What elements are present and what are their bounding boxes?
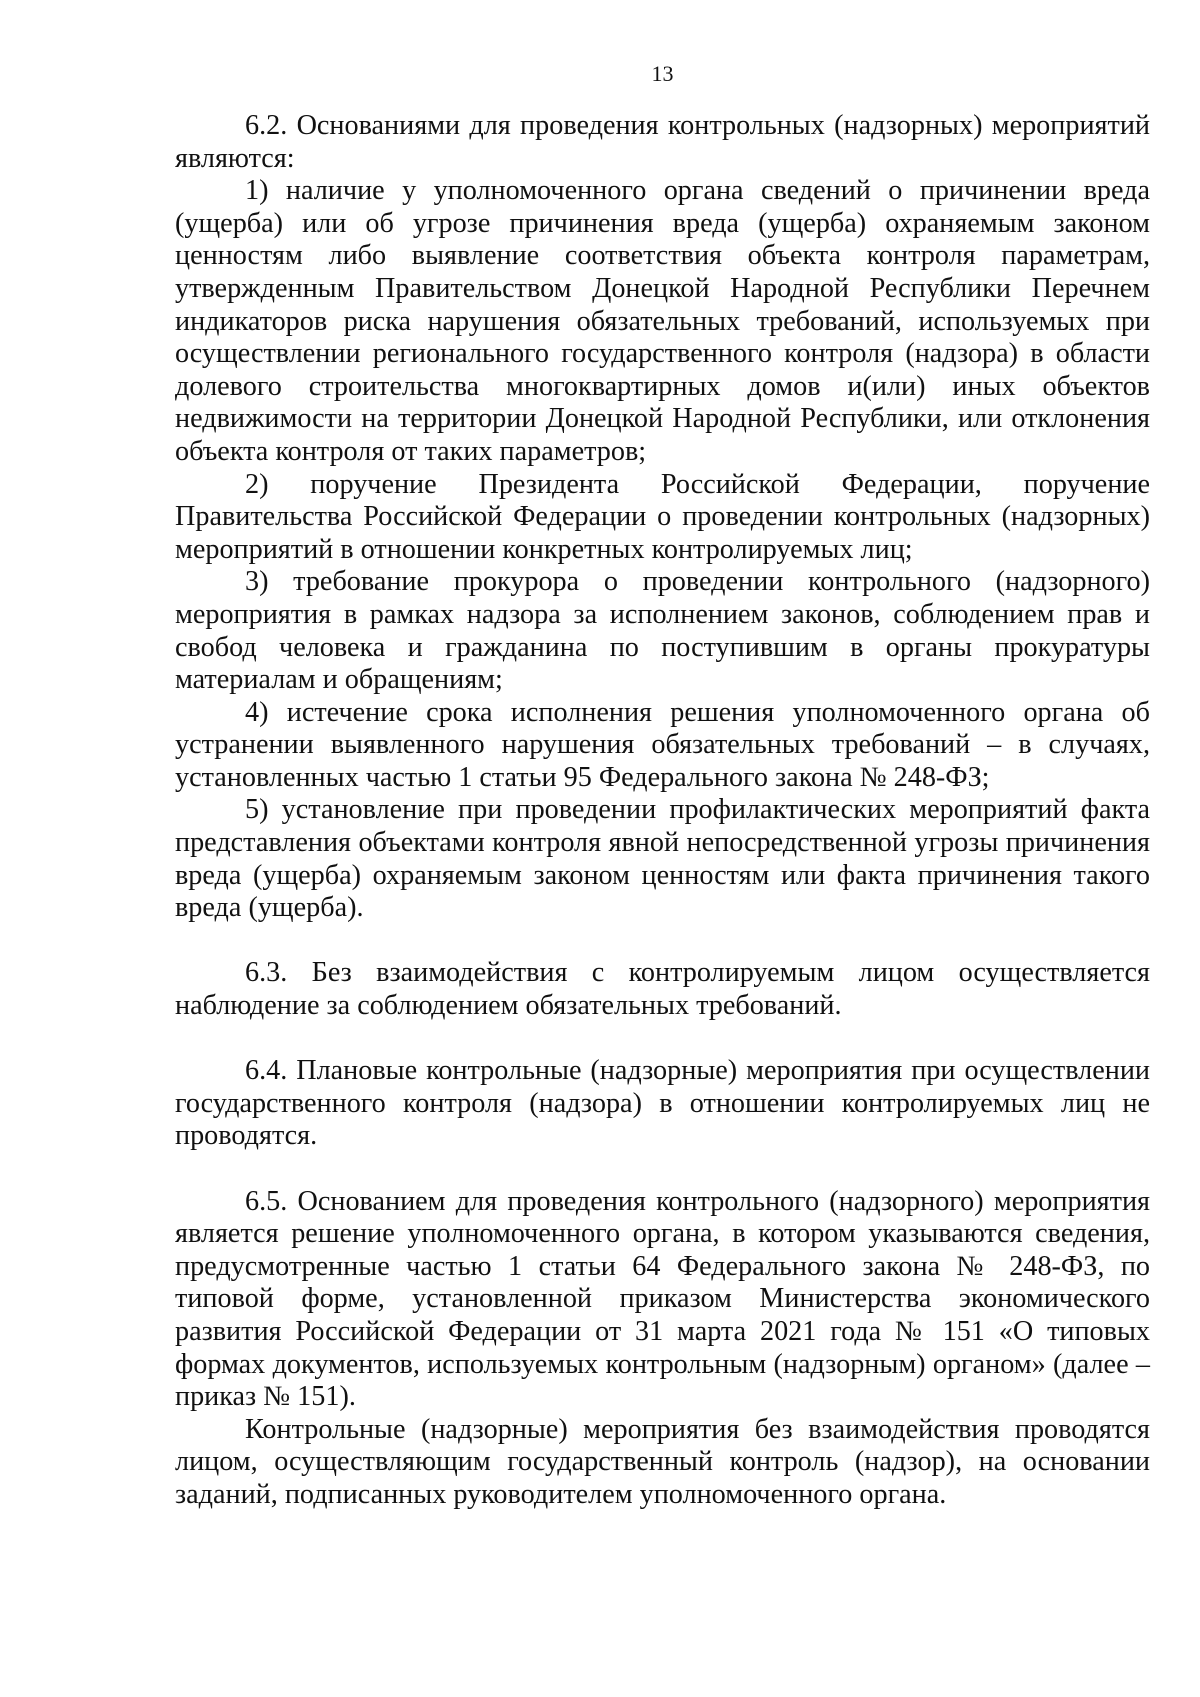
list-item-5: 5) установление при проведении профилактических мероприятий факта представления объектами контроля явной непосредственной угрозы причинения вреда (ущерба) охраняемым законом ценностям или факта причинения такого вреда (ущерба). (175, 794, 1150, 924)
list-item-2: 2) поручение Президента Российской Федерации, поручение Правительства Российской Федерации о проведении контрольных (надзорных) мероприятий в отношении конкретных контролируемых лиц; (175, 468, 1150, 565)
page-number: 13 (651, 61, 674, 86)
list-item-1: 1) наличие у уполномоченного органа сведений о причинении вреда (ущерба) или об угрозе причинения вреда (ущерба) охраняемым законом ценностям либо выявление соответствия объекта контроля параметрам, утвержденным Правительством Донецкой Народной Республики Перечнем индикаторов риска нарушения обязательных требований, используемых при осуществлении регионального государственного контроля (надзора) в области долевого строительства многоквартирных домов и(или) иных объектов недвижимости на территории Донецкой Народной Республики, или отклонения объекта контроля от таких параметров; (175, 175, 1150, 467)
paragraph-6-5: 6.5. Основанием для проведения контрольного (надзорного) мероприятия является решение уполномоченного органа, в котором указываются сведения, предусмотренные частью 1 статьи 64 Федерального закона № 248-ФЗ, по типовой форме, установленной приказом Министерства экономического развития Российской Федерации от 31 марта 2021 года № 151 «О типовых формах документов, используемых контрольным (надзорным) органом» (далее – приказ № 151). (175, 1185, 1150, 1413)
paragraph-6-2: 6.2. Основаниями для проведения контрольных (надзорных) мероприятий являются: (175, 110, 1150, 174)
document-page (175, 60, 1150, 1512)
paragraph-6-3: 6.3. Без взаимодействия с контролируемым лицом осуществляется наблюдение за соблюдением обязательных требований. (175, 957, 1150, 1022)
list-item-3: 3) требование прокурора о проведении контрольного (надзорного) мероприятия в рамках надзора за исполнением законов, соблюдением прав и свобод человека и гражданина по поступившим в органы прокуратуры материалам и обращениям; (175, 566, 1150, 696)
paragraph-6-4: 6.4. Плановые контрольные (надзорные) мероприятия при осуществлении государственного контроля (надзора) в отношении контролируемых лиц не проводятся. (175, 1055, 1150, 1152)
paragraph-6-5-continuation: Контрольные (надзорные) мероприятия без взаимодействия проводятся лицом, осуществляющим государственный контроль (надзор), на основании заданий, подписанных руководителем уполномоченного органа. (175, 1413, 1150, 1510)
list-item-4: 4) истечение срока исполнения решения уполномоченного органа об устранении выявленного нарушения обязательных требований – в случаях, установленных частью 1 статьи 95 Федерального закона № 248-ФЗ; (175, 696, 1150, 793)
